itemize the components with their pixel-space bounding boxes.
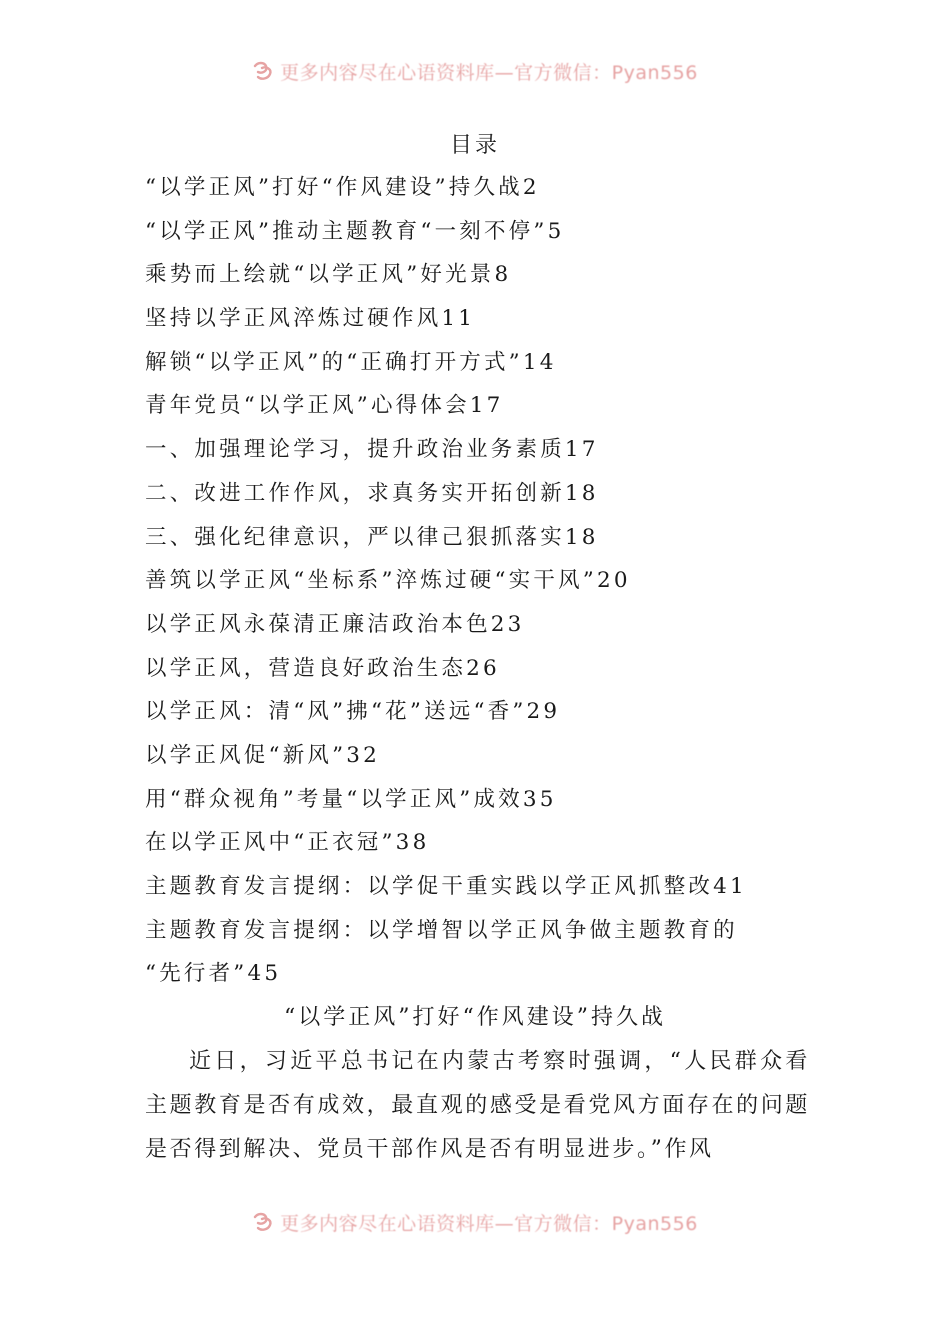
- article-paragraph: 近日，习近平总书记在内蒙古考察时强调，“人民群众看主题教育是否有成效，最直观的感受是看党风方面存在的问题是否得到解决、党员干部作风是否有明显进步。”作风: [145, 1049, 810, 1162]
- toc-item[interactable]: 用“群众视角”考量“以学正风”成效35: [145, 786, 557, 812]
- watermark-text: 更多内容尽在心语资料库—官方微信：Pyan556: [280, 61, 698, 84]
- logo-icon: [252, 1211, 274, 1233]
- toc-item[interactable]: 青年党员“以学正风”心得体会17: [145, 393, 504, 419]
- toc-item[interactable]: 一、加强理论学习，提升政治业务素质17: [145, 437, 599, 463]
- toc-item[interactable]: 以学正风，营造良好政治生态26: [145, 655, 500, 681]
- toc-item[interactable]: 在以学正风中“正衣冠”38: [145, 830, 430, 856]
- toc-item[interactable]: 乘势而上绘就“以学正风”好光景8: [145, 262, 512, 288]
- toc-item-continuation[interactable]: “先行者”45: [145, 961, 282, 987]
- toc-title: 目录: [449, 133, 500, 158]
- footer-watermark: [0, 1205, 950, 1239]
- toc-item[interactable]: 三、强化纪律意识，严以律己狠抓落实18: [145, 524, 599, 550]
- toc-item[interactable]: “以学正风”打好“作风建设”持久战2: [145, 175, 540, 200]
- toc-item[interactable]: 以学正风促“新风”32: [145, 742, 381, 768]
- toc-item[interactable]: 坚持以学正风淬炼过硬作风11: [145, 306, 476, 332]
- watermark-text: 更多内容尽在心语资料库—官方微信：Pyan556: [280, 1212, 698, 1235]
- toc-item[interactable]: 主题教育发言提纲：以学增智以学正风争做主题教育的: [145, 917, 738, 943]
- toc-item[interactable]: “以学正风”推动主题教育“一刻不停”5: [145, 218, 565, 244]
- header-watermark: [0, 54, 950, 88]
- table-of-contents: [145, 166, 825, 996]
- article-title: “以学正风”打好“作风建设”持久战: [284, 1005, 666, 1030]
- toc-item[interactable]: 善筑以学正风“坐标系”淬炼过硬“实干风”20: [145, 568, 631, 594]
- toc-item[interactable]: 以学正风：清“风”拂“花”送远“香”29: [145, 699, 561, 725]
- toc-item[interactable]: 主题教育发言提纲：以学促干重实践以学正风抓整改41: [145, 874, 747, 899]
- toc-item[interactable]: 二、改进工作作风，求真务实开拓创新18: [145, 480, 599, 506]
- toc-item[interactable]: 解锁“以学正风”的“正确打开方式”14: [145, 349, 557, 375]
- toc-item[interactable]: 以学正风永葆清正廉洁政治本色23: [145, 611, 525, 637]
- logo-icon: [252, 60, 274, 82]
